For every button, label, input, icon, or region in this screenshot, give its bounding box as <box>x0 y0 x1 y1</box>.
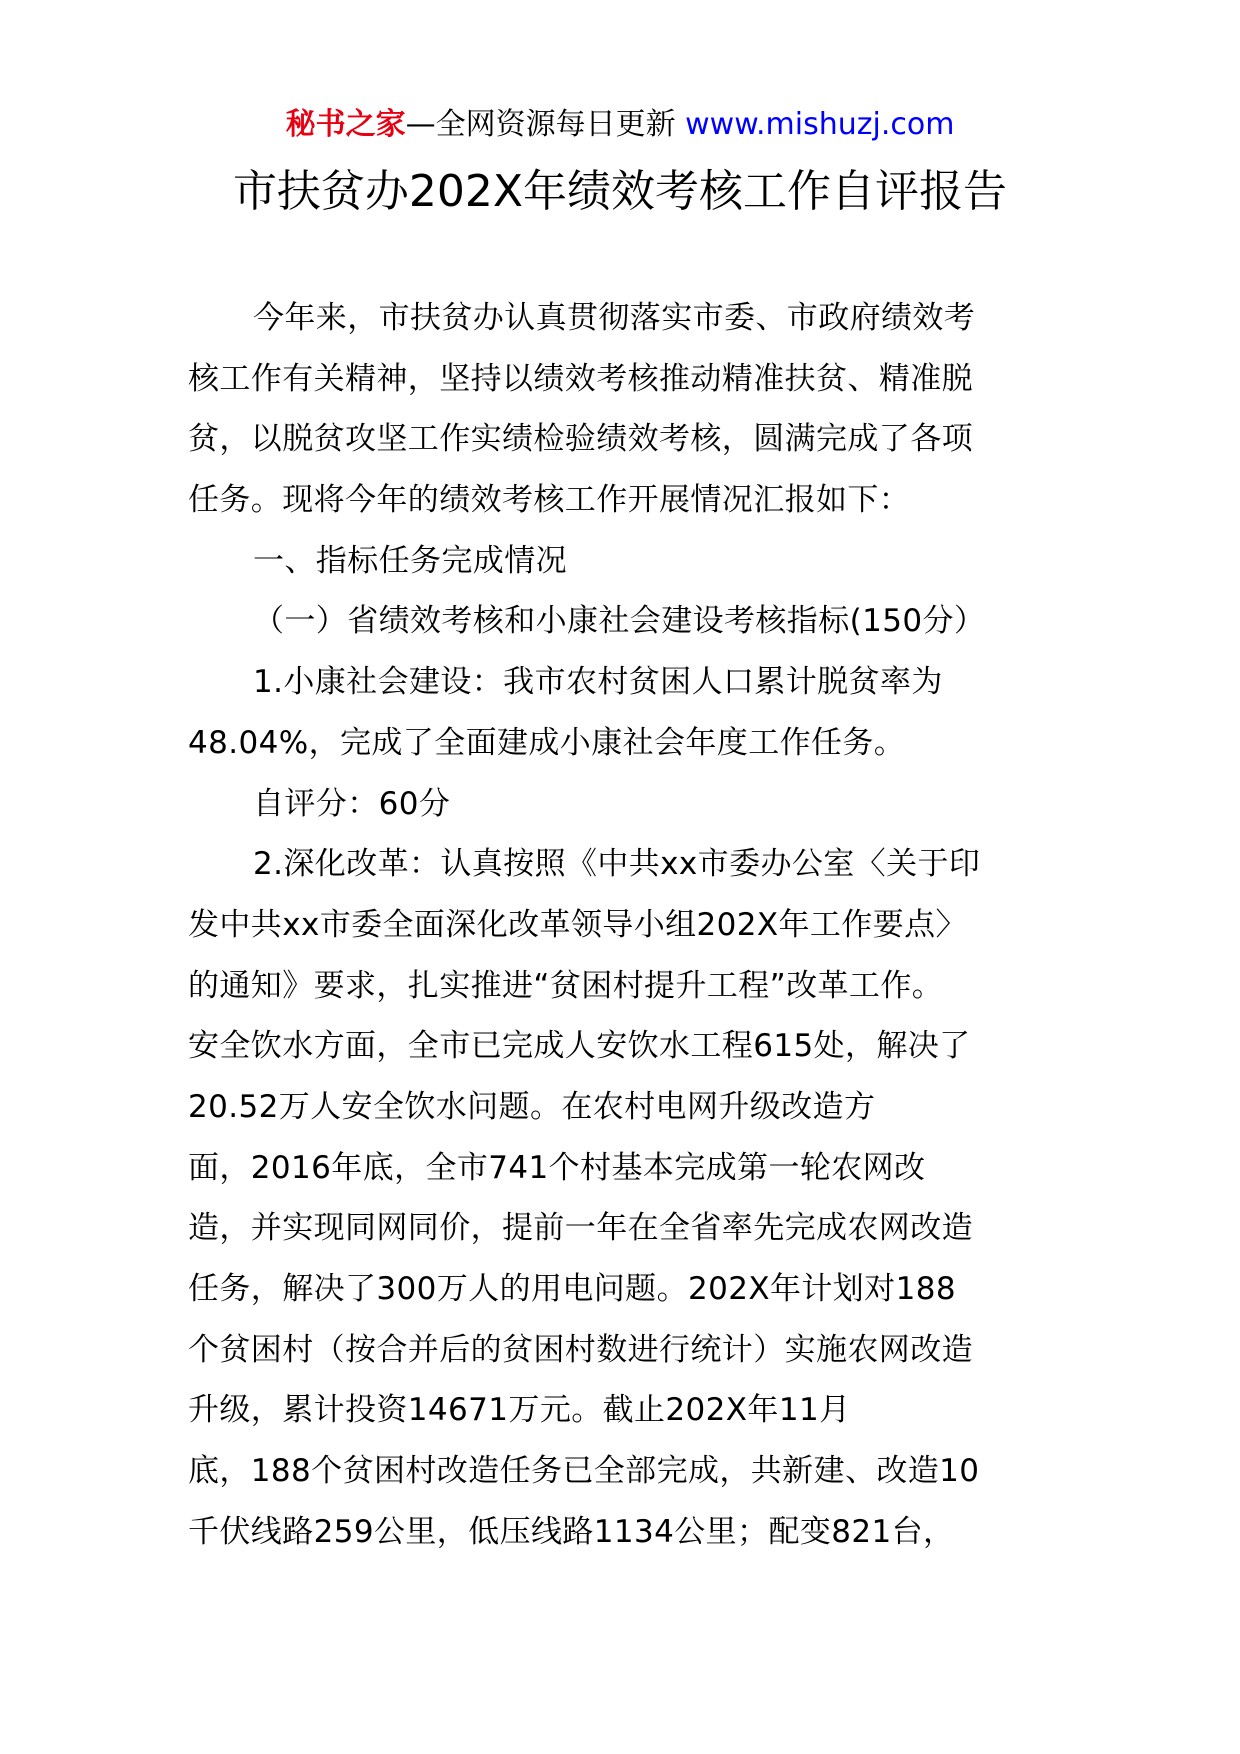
text-line: 今年来，市扶贫办认真贯彻落实市委、市政府绩效考 <box>253 300 976 336</box>
text-line: 1.小康社会建设：我市农村贫困人口累计脱贫率为 <box>253 664 943 701</box>
site-slogan: —全网资源每日更新 <box>405 107 676 142</box>
text-line: 发中共xx市委全面深化改革领导小组202X年工作要点〉 <box>188 906 967 943</box>
text-line: 的通知》要求，扎实推进“贫困村提升工程”改革工作。 <box>188 967 944 1004</box>
text-line: 任务。现将今年的绩效考核工作开展情况汇报如下： <box>188 482 911 519</box>
text-line: 造，并实现同网同价，提前一年在全省率先完成农网改造 <box>188 1210 973 1247</box>
document-body <box>188 288 1068 1562</box>
text-line: 20.52万人安全饮水问题。在农村电网升级改造方 <box>188 1088 876 1125</box>
text-line: 48.04%，完成了全面建成小康社会年度工作任务。 <box>188 724 906 761</box>
site-url-link[interactable]: www.mishuzj.com <box>685 107 955 142</box>
site-name: 秘书之家 <box>285 107 406 142</box>
text-line: 个贫困村（按合并后的贫困村数进行统计）实施农网改造 <box>188 1331 973 1368</box>
text-line: 面，2016年底，全市741个村基本完成第一轮农网改 <box>188 1149 926 1186</box>
text-line: 千伏线路259公里，低压线路1134公里；配变821台， <box>188 1513 955 1550</box>
watermark-header <box>0 100 1240 150</box>
document-title: 市扶贫办202X年绩效考核工作自评报告 <box>232 166 1008 217</box>
text-line: 2.深化改革：认真按照《中共xx市委办公室〈关于印 <box>253 846 981 883</box>
text-line: 升级，累计投资14671万元。截止202X年11月 <box>188 1392 851 1429</box>
text-line: 贫，以脱贫攻坚工作实绩检验绩效考核，圆满完成了各项 <box>188 421 973 458</box>
text-line: 核工作有关精神，坚持以绩效考核推动精准扶贫、精准脱 <box>188 360 973 397</box>
text-line: 安全饮水方面，全市已完成人安饮水工程615处，解决了 <box>188 1028 971 1065</box>
text-line: 任务，解决了300万人的用电问题。202X年计划对188 <box>188 1271 956 1307</box>
text-line: 底，188个贫困村改造任务已全部完成，共新建、改造10 <box>188 1453 980 1490</box>
text-line: （一）省绩效考核和小康社会建设考核指标(150分） <box>253 603 986 640</box>
text-line: 自评分：60分 <box>253 785 451 822</box>
text-line: 一、指标任务完成情况 <box>253 542 567 579</box>
